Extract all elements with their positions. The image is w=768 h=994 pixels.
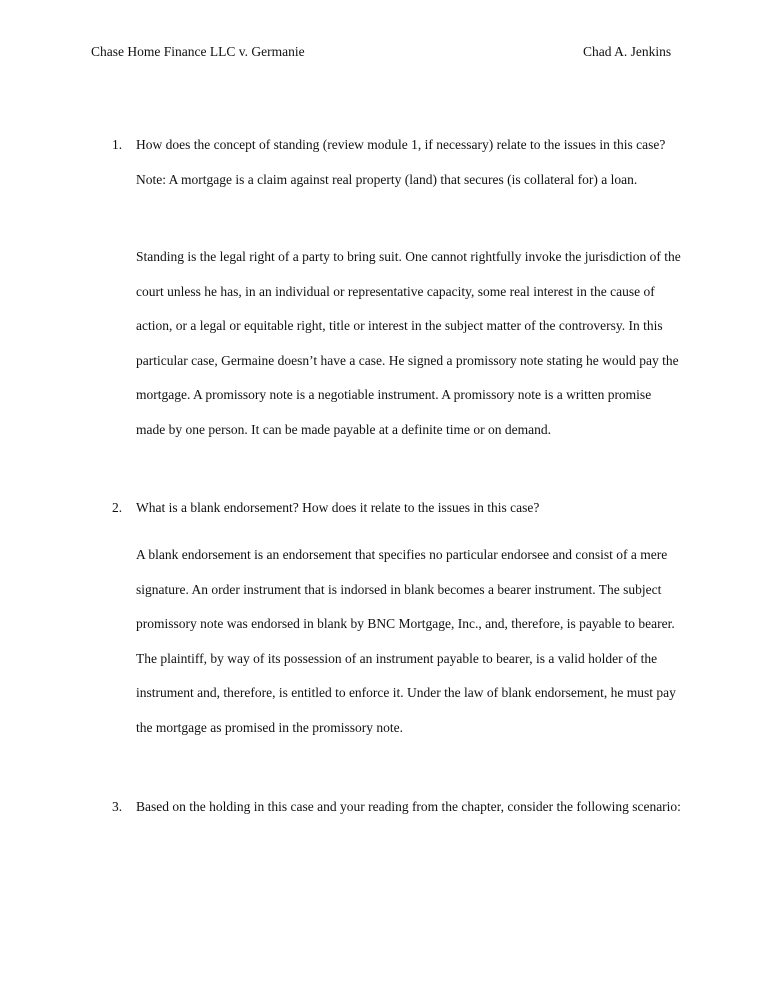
question-text: How does the concept of standing (review module 1, if necessary) relate to the issues in this case? Note: A mortgage is a claim against real property (land) that secures (is collateral for) a loan. <box>136 137 666 187</box>
answer-text: A blank endorsement is an endorsement that specifies no particular endorsee and consist of a mere signature. An order instrument that is indorsed in blank becomes a bearer instrument. The subject promissory note was endorsed in blank by BNC Mortgage, Inc., and, therefore, is payable to bearer. The plaintiff, by way of its possession of an instrument payable to bearer, is a valid holder of the instrument and, therefore, is entitled to enforce it. Under the law of blank endorsement, he must pay the mortgage as promised in the promissory note. <box>136 547 676 735</box>
item-number: 3. <box>112 799 123 814</box>
answer-text: Standing is the legal right of a party to bring suit. One cannot rightfully invoke the jurisdiction of the court unless he has, in an individual or representative capacity, some real interest in the cause of action, or a legal or equitable right, title or interest in the subject matter of the controversy. In this particular case, Germaine doesn’t have a case. He signed a promissory note stating he would pay the mortgage. A promissory note is a negotiable instrument. A promissory note is a written promise made by one person. It can be made payable at a definite time or on demand. <box>136 249 681 437</box>
list-item-3 <box>112 790 682 825</box>
header-case-title: Chase Home Finance LLC v. Germanie <box>91 44 305 59</box>
item-number: 2. <box>112 500 123 515</box>
question-text: Based on the holding in this case and your reading from the chapter, consider the following scenario: <box>136 799 681 814</box>
list-item-2 <box>112 491 682 526</box>
answer-paragraph-2 <box>112 538 682 745</box>
list-item-1 <box>112 128 682 197</box>
header-author: Chad A. Jenkins <box>583 44 672 59</box>
answer-paragraph-1 <box>112 240 682 447</box>
question-text: What is a blank endorsement? How does it relate to the issues in this case? <box>136 500 540 515</box>
item-number: 1. <box>112 137 123 152</box>
